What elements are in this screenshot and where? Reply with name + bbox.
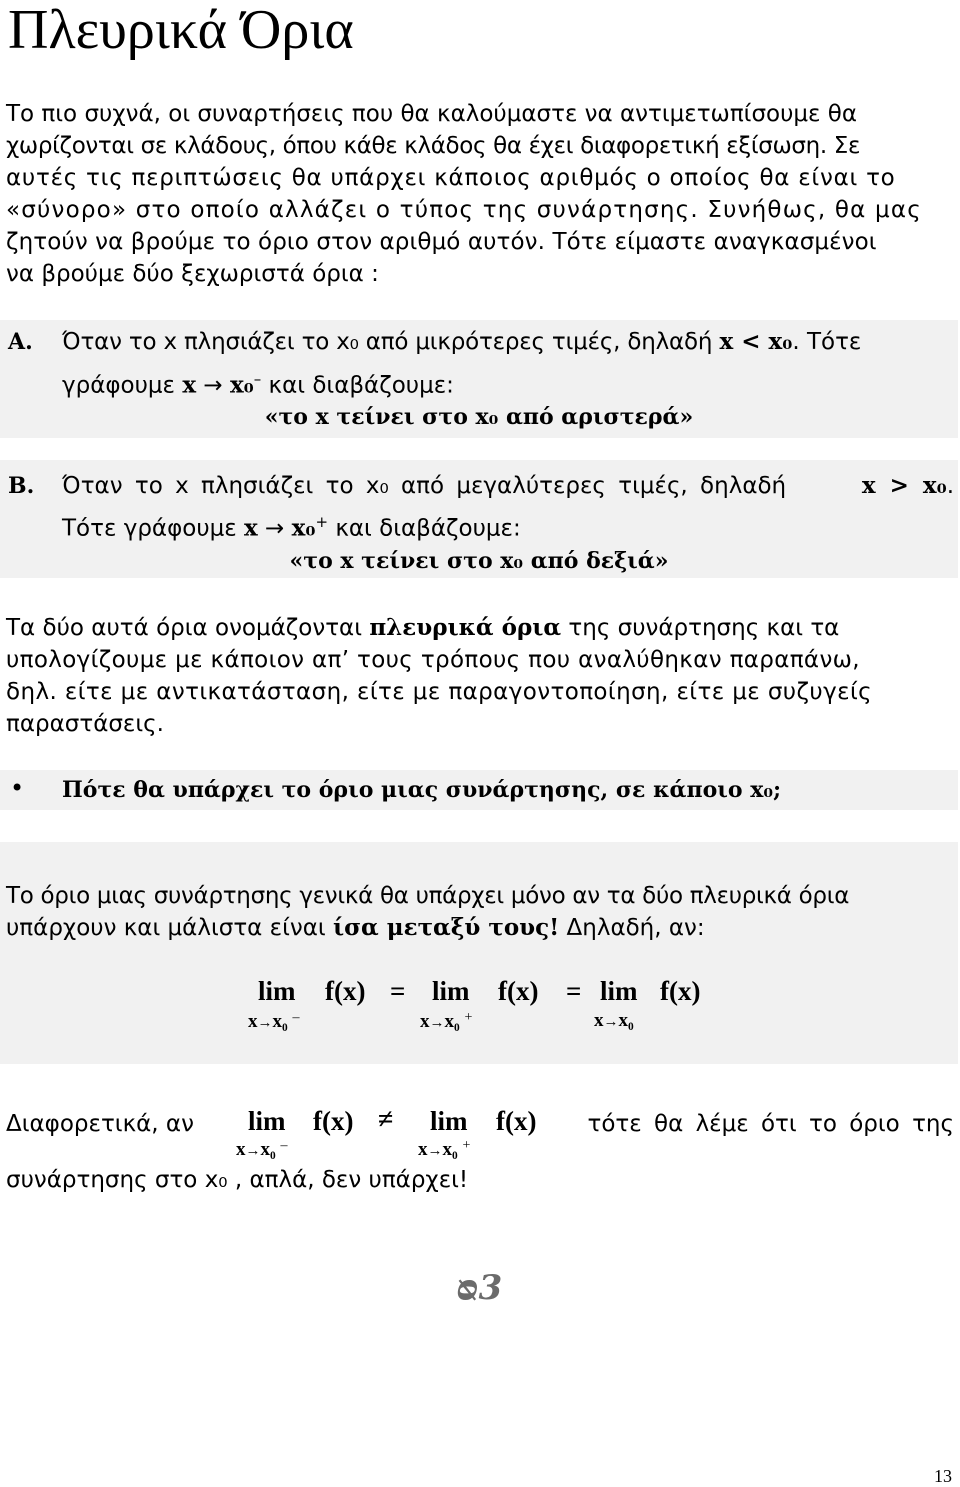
limit-equality-formula <box>0 972 960 1042</box>
question-text: Πότε θα υπάρχει το όριο μιας συνάρτησης, σε κάποιο x₀; <box>62 777 782 803</box>
existence-box <box>0 842 958 1064</box>
case-b-line2-start: Τότε γράφουμε <box>62 515 237 542</box>
lim-left: lim <box>248 1106 286 1136</box>
existence-line2-b: Δηλαδή, αν: <box>566 915 705 941</box>
case-b-quote: «το x τείνει στο x₀ από δεξιά» <box>289 548 669 574</box>
side-line3: δηλ. είτε με αντικατάσταση, είτε με παραγοντοποίηση, είτε με συζυγείς <box>6 679 873 705</box>
case-a-x0: x₀ <box>229 371 254 399</box>
case-a-quote: «το x τείνει στο x₀ από αριστερά» <box>264 404 694 430</box>
side-limits-term: πλευρικά όρια <box>369 614 562 641</box>
intro-line-text: χωρίζονται σε κλάδους, όπου κάθε κλάδος θα έχει διαφορετική εξίσωση. Σε <box>6 133 861 159</box>
lim-left-sub <box>236 1138 287 1161</box>
sub-minus: – <box>280 1138 288 1153</box>
different-word: Διαφορετικά, αν <box>6 1111 194 1137</box>
intro-line <box>6 98 954 130</box>
case-a-condition: x < x₀ <box>719 328 793 355</box>
page-number: 13 <box>934 1466 952 1486</box>
sub-x0: x₀ <box>260 1139 276 1160</box>
not-equal-icon: ≠ <box>378 1104 394 1135</box>
different-tail: τότε θα λέμε ότι το όριο της <box>587 1111 954 1137</box>
fx-left: f(x) <box>325 976 366 1006</box>
case-a-line2-end: και διαβάζουμε: <box>268 372 454 399</box>
intro-line <box>6 130 954 162</box>
side-line <box>6 612 954 644</box>
case-b-line2-end: και διαβάζουμε: <box>335 515 521 542</box>
case-b-line2 <box>62 506 521 545</box>
arrow-icon: → <box>245 1143 261 1159</box>
arrow-icon: → <box>427 1143 443 1159</box>
ornament-icon: ᴓ3 <box>456 1268 503 1308</box>
case-b-line1-text: Όταν το x πλησιάζει το x₀ από μεγαλύτερες τιμές, δηλαδή <box>62 473 787 499</box>
case-b-label: Β. <box>8 473 35 499</box>
side-line1-a: Τα δύο αυτά όρια ονομάζονται <box>6 615 363 641</box>
question-box <box>0 770 958 810</box>
side-limits-paragraph <box>6 612 954 740</box>
existence-line2 <box>6 912 705 944</box>
sub-x0: x₀ <box>272 1011 288 1032</box>
arrow-icon: → <box>257 1015 273 1031</box>
lim-left-sub <box>248 1010 299 1033</box>
equals-2: = <box>566 976 582 1006</box>
case-a-x: x <box>182 371 197 399</box>
sub-x0: x₀ <box>618 1010 634 1031</box>
sub-x0: x₀ <box>442 1139 458 1160</box>
case-a-label: Α. <box>8 329 33 355</box>
arrow-icon: → <box>429 1015 445 1031</box>
sub-x0: x₀ <box>444 1011 460 1032</box>
case-a-minus: – <box>253 370 262 388</box>
lim-left: lim <box>258 976 296 1006</box>
case-b-box <box>0 460 958 578</box>
side-line1-b: της συνάρτησης και τα <box>568 615 840 641</box>
case-b-line1-end: . <box>946 473 954 499</box>
arrow-icon: → <box>265 515 285 542</box>
case-a-box <box>0 320 958 438</box>
lim-right-sub <box>420 1010 472 1033</box>
sub-minus: – <box>292 1010 300 1025</box>
intro-line <box>6 258 954 290</box>
lim-right-sub <box>418 1138 470 1161</box>
case-a-line1-end: . Τότε <box>792 329 862 355</box>
side-line <box>6 644 954 676</box>
fx-full: f(x) <box>660 976 701 1006</box>
arrow-icon: → <box>203 372 223 399</box>
intro-paragraph <box>6 98 954 290</box>
intro-line-text: ζητούν να βρούμε το όριο στον αριθμό αυτόν. Τότε είμαστε αναγκασμένοι <box>6 229 877 255</box>
page-title: Πλευρικά Όρια <box>8 0 354 61</box>
intro-line <box>6 226 954 258</box>
case-b-plus: + <box>315 513 329 531</box>
case-b-x: x <box>244 514 258 542</box>
side-line4: παραστάσεις. <box>6 711 164 737</box>
intro-line <box>6 194 954 226</box>
case-a-line2-start: γράφουμε <box>62 372 175 399</box>
side-line2: υπολογίζουμε με κάποιον απ’ τους τρόπους που αναλύθηκαν παραπάνω, <box>6 647 860 673</box>
lim-right: lim <box>432 976 470 1006</box>
equal-each-other: ίσα μεταξύ τους! <box>332 914 560 941</box>
lim-full: lim <box>600 976 638 1006</box>
intro-line-text: «σύνορο» στο οποίο αλλάζει ο τύπος της συνάρτησης. Συνήθως, θα μας <box>6 197 922 223</box>
case-b-line1 <box>62 470 954 502</box>
different-line2: συνάρτησης στο x₀ , απλά, δεν υπάρχει! <box>6 1167 469 1193</box>
sub-x: x <box>420 1011 430 1032</box>
sub-x: x <box>418 1139 428 1160</box>
intro-line-text: αυτές τις περιπτώσεις θα υπάρχει κάποιος αριθμός ο οποίος θα είναι το <box>6 165 896 191</box>
bullet-icon: • <box>10 774 25 802</box>
lim-right: lim <box>430 1106 468 1136</box>
side-line <box>6 676 954 708</box>
case-a-line1-text: Όταν το x πλησιάζει το x₀ από μικρότερες τιμές, δηλαδή <box>62 329 713 355</box>
fx-right: f(x) <box>498 976 539 1006</box>
sub-x: x <box>594 1010 604 1031</box>
fx-left: f(x) <box>313 1106 354 1136</box>
side-line <box>6 708 954 740</box>
arrow-icon: → <box>603 1014 619 1030</box>
existence-line2-a: υπάρχουν και μάλιστα είναι <box>6 915 326 941</box>
existence-line1 <box>6 880 954 912</box>
existence-line1-text: Το όριο μιας συνάρτησης γενικά θα υπάρχει μόνο αν τα δύο πλευρικά όρια <box>6 883 850 909</box>
case-b-condition: x > x₀ <box>861 472 947 499</box>
sub-x: x <box>236 1139 246 1160</box>
lim-full-sub <box>594 1010 634 1032</box>
case-a-line1 <box>62 326 861 358</box>
fx-right: f(x) <box>496 1106 537 1136</box>
equals-1: = <box>390 976 406 1006</box>
case-b-x0: x₀ <box>291 514 316 542</box>
sub-plus: + <box>462 1138 471 1153</box>
intro-line-text: να βρούμε δύο ξεχωριστά όρια : <box>6 261 379 287</box>
intro-line-text: Το πιο συχνά, οι συναρτήσεις που θα καλούμαστε να αντιμετωπίσουμε θα <box>6 101 858 127</box>
sub-plus: + <box>464 1010 473 1025</box>
intro-line <box>6 162 954 194</box>
sub-x: x <box>248 1011 258 1032</box>
case-a-line2 <box>62 363 454 402</box>
